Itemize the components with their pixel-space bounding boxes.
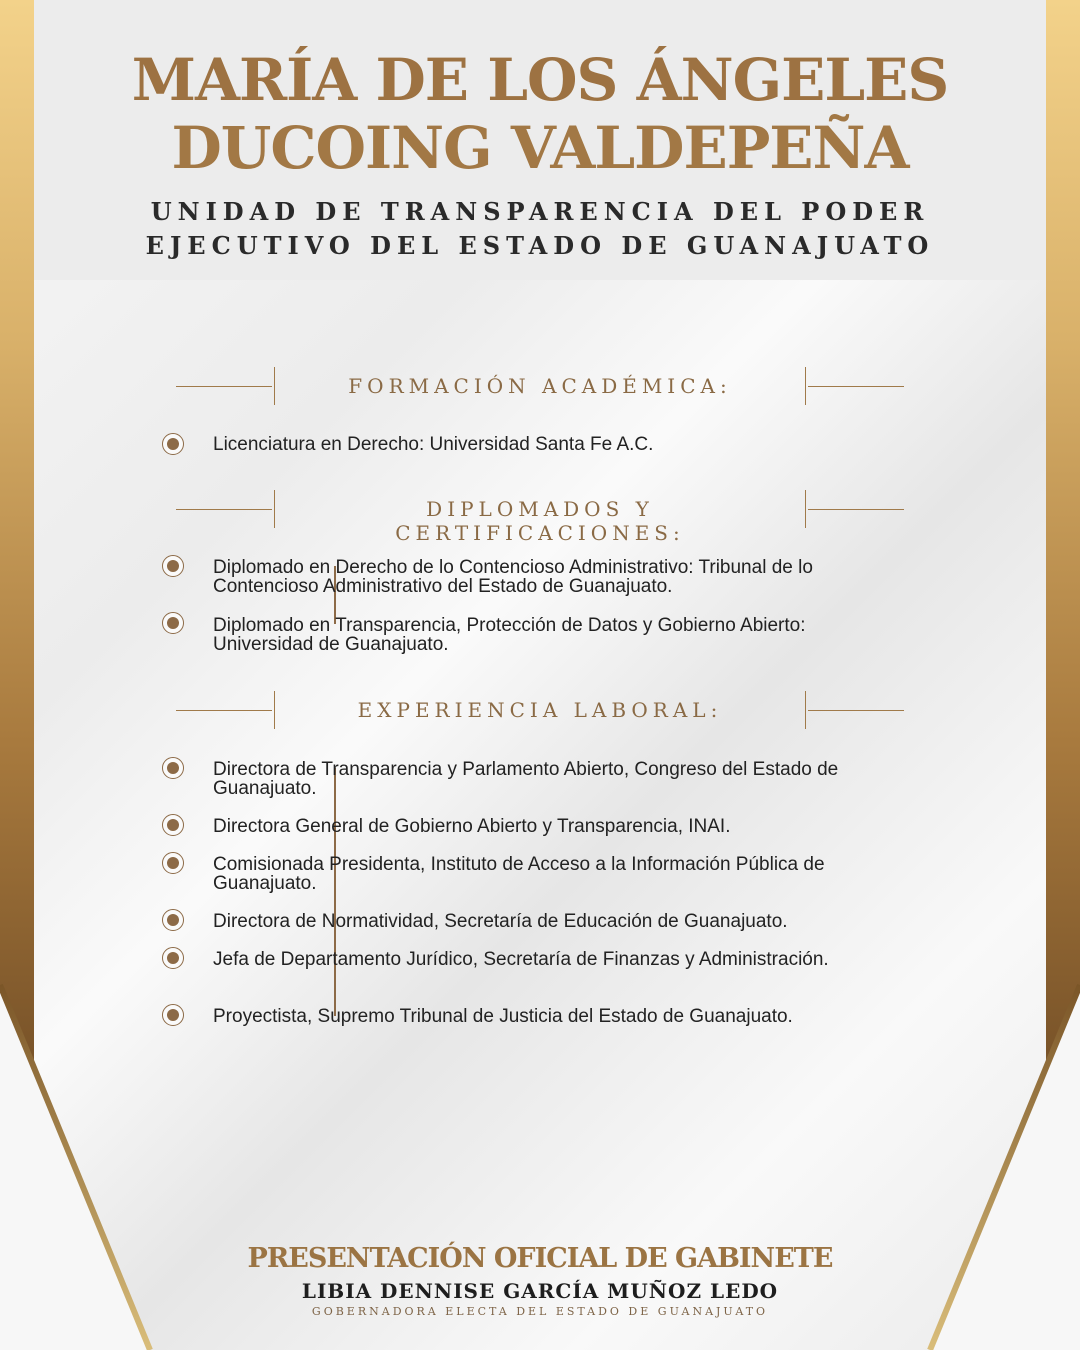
bullet-icon: [162, 612, 184, 634]
list-item-text: Diplomado en Derecho de lo Contencioso Administrativo: Tribunal de lo Contencioso Administrativo del Estado de Guanajuato.: [213, 557, 813, 597]
bullet-icon: [162, 814, 184, 836]
divider-line: [808, 386, 904, 387]
person-name-line-1: MARÍA DE LOS ÁNGELES: [131, 46, 949, 114]
divider-line: [808, 509, 904, 510]
bullet-icon: [162, 909, 184, 931]
section-title: DIPLOMADOS Y CERTIFICACIONES:: [395, 497, 685, 545]
divider-tick: [274, 367, 275, 405]
divider-tick: [805, 691, 806, 729]
footer-name: LIBIA DENNISE GARCÍA MUÑOZ LEDO: [301, 1279, 779, 1303]
footer-role: GOBERNADORA ELECTA DEL ESTADO DE GUANAJUATO: [311, 1305, 769, 1318]
section-title: EXPERIENCIA LABORAL:: [357, 698, 723, 722]
bullet-icon: [162, 947, 184, 969]
position-title-line-2: EJECUTIVO DEL ESTADO DE GUANAJUATO: [145, 231, 935, 260]
divider-line: [176, 710, 272, 711]
list-item-text: Directora de Transparencia y Parlamento Abierto, Congreso del Estado de Guanajuato.: [213, 759, 839, 799]
divider-tick: [805, 367, 806, 405]
section-header-diplomados: [176, 490, 904, 545]
divider-tick: [805, 490, 806, 528]
section-title: FORMACIÓN ACADÉMICA:: [348, 374, 732, 398]
section-header-formacion: [176, 367, 904, 407]
footer-title: PRESENTACIÓN OFICIAL DE GABINETE: [247, 1243, 833, 1274]
list-item-text: Diplomado en Transparencia, Protección de Datos y Gobierno Abierto: Universidad de Guanajuato.: [213, 615, 806, 655]
bullet-icon: [162, 852, 184, 874]
bullet-icon: [162, 433, 184, 455]
list-item-text: Directora General de Gobierno Abierto y Transparencia, INAI.: [213, 816, 731, 837]
bullet-icon: [162, 1004, 184, 1026]
list-item-text: Licenciatura en Derecho: Universidad Santa Fe A.C.: [213, 434, 654, 455]
list-item-text: Comisionada Presidenta, Instituto de Acceso a la Información Pública de Guanajuato.: [213, 854, 825, 894]
person-name-line-2: DUCOING VALDEPEÑA: [171, 114, 909, 182]
list-item-text: Proyectista, Supremo Tribunal de Justicia del Estado de Guanajuato.: [213, 1006, 793, 1027]
divider-tick: [274, 691, 275, 729]
divider-tick: [274, 490, 275, 528]
divider-line: [808, 710, 904, 711]
bullet-icon: [162, 757, 184, 779]
list-item-text: Directora de Normatividad, Secretaría de Educación de Guanajuato.: [213, 911, 788, 932]
divider-line: [176, 386, 272, 387]
bullet-icon: [162, 555, 184, 577]
divider-line: [176, 509, 272, 510]
position-title-line-1: UNIDAD DE TRANSPARENCIA DEL PODER: [150, 197, 930, 226]
list-item-text: Jefa de Departamento Jurídico, Secretaría de Finanzas y Administración.: [213, 949, 829, 970]
section-header-experiencia: [176, 691, 904, 731]
